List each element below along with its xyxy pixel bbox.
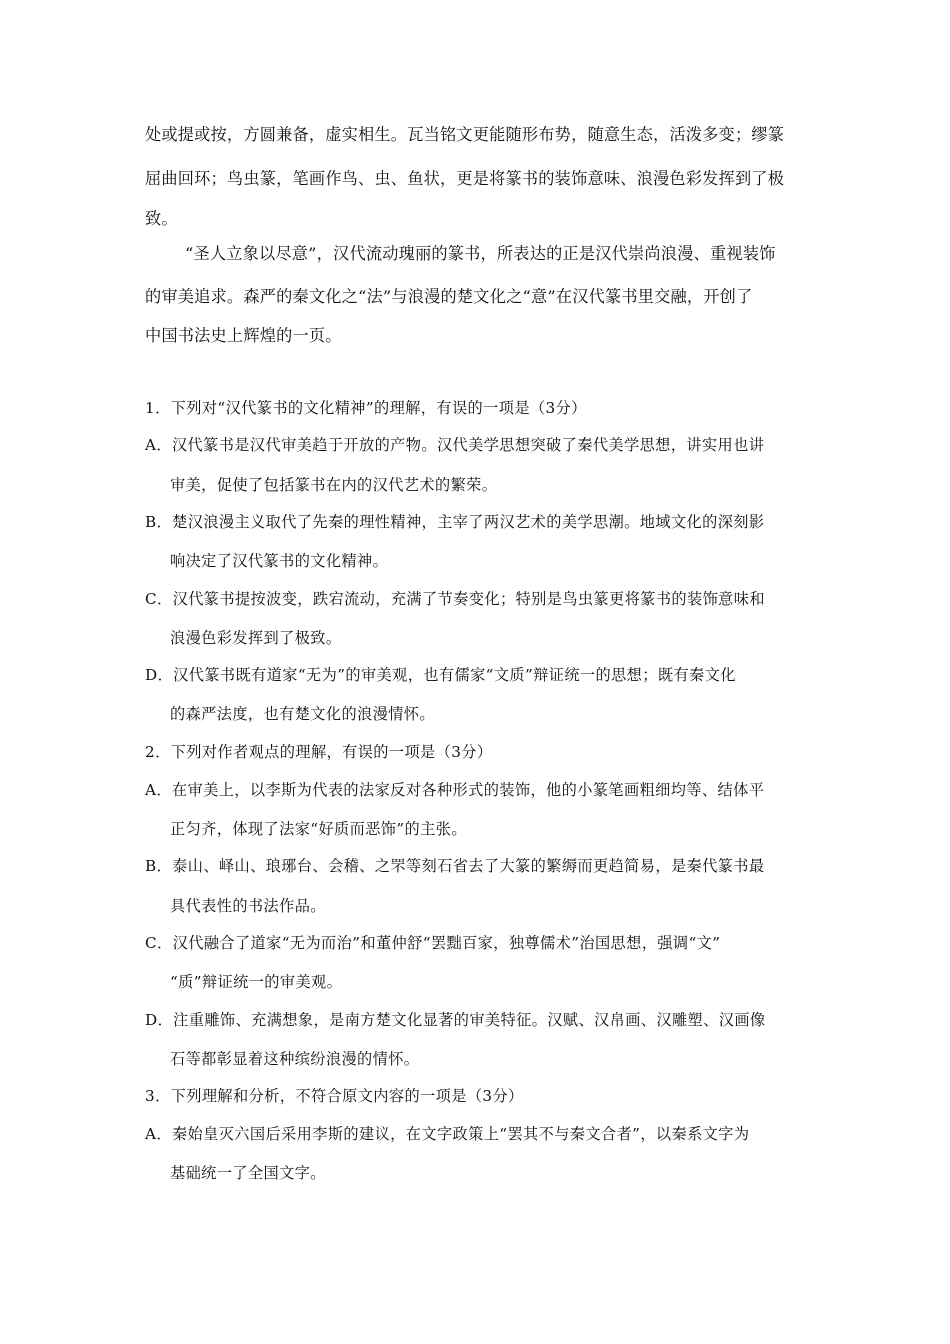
question-2-option-a: A．在审美上，以李斯为代表的法家反对各种形式的装饰，他的小篆笔画粗细均等、结体平 [145, 781, 765, 799]
question-1-option-b-cont: 响决定了汉代篆书的文化精神。 [170, 552, 389, 570]
question-1-option-a: A．汉代篆书是汉代审美趋于开放的产物。汉代美学思想突破了秦代美学思想，讲实用也讲 [145, 436, 765, 454]
question-1-option-c: C．汉代篆书提按波变，跌宕流动，充满了节奏变化；特别是鸟虫篆更将篆书的装饰意味和 [145, 590, 765, 608]
question-1-option-b: B．楚汉浪漫主义取代了先秦的理性精神，主宰了两汉艺术的美学思潮。地域文化的深刻影 [145, 513, 765, 531]
question-2-option-d: D．注重雕饰、充满想象，是南方楚文化显著的审美特征。汉赋、汉帛画、汉雕塑、汉画像 [145, 1011, 766, 1029]
passage-line-1: 处或提或按，方圆兼备，虚实相生。瓦当铭文更能随形布势，随意生态，活泼多变；缪篆 [145, 125, 785, 144]
question-2-option-c: C．汉代融合了道家“无为而治”和董仲舒“罢黜百家，独尊儒术”治国思想，强调“文” [145, 934, 721, 952]
question-3-option-a: A．秦始皇灭六国后采用李斯的建议，在文字政策上“罢其不与秦文合者”，以秦系文字为 [145, 1125, 750, 1143]
question-2-option-b-cont: 具代表性的书法作品。 [170, 897, 326, 915]
question-2-option-d-cont: 石等都彰显着这种缤纷浪漫的情怀。 [170, 1050, 420, 1068]
question-1-option-c-cont: 浪漫色彩发挥到了极致。 [170, 629, 342, 647]
passage-line-2: 屈曲回环；鸟虫篆，笔画作鸟、虫、鱼状，更是将篆书的装饰意味、浪漫色彩发挥到了极 [145, 169, 785, 188]
passage-line-5: 的审美追求。森严的秦文化之“法”与浪漫的楚文化之“意”在汉代篆书里交融，开创了 [145, 287, 753, 306]
passage-line-3: 致。 [145, 209, 178, 228]
question-1-option-a-cont: 审美，促使了包括篆书在内的汉代艺术的繁荣。 [170, 476, 498, 494]
question-1-stem: 1．下列对“汉代篆书的文化精神”的理解，有误的一项是（3分） [145, 399, 587, 417]
question-2-stem: 2．下列对作者观点的理解，有误的一项是（3分） [145, 743, 493, 761]
question-2-option-b: B．泰山、峄山、琅琊台、会稽、之罘等刻石省去了大篆的繁缛而更趋简易，是秦代篆书最 [145, 857, 765, 875]
question-3-stem: 3．下列理解和分析，不符合原文内容的一项是（3分） [145, 1087, 524, 1105]
question-1-option-d: D．汉代篆书既有道家“无为”的审美观，也有儒家“文质”辩证统一的思想；既有秦文化 [145, 666, 736, 684]
question-3-option-a-cont: 基础统一了全国文字。 [170, 1164, 326, 1182]
question-1-option-d-cont: 的森严法度，也有楚文化的浪漫情怀。 [170, 705, 435, 723]
passage-line-4: “圣人立象以尽意”，汉代流动瑰丽的篆书，所表达的正是汉代崇尚浪漫、重视装饰 [185, 244, 776, 263]
passage-line-6: 中国书法史上辉煌的一页。 [145, 326, 342, 345]
question-2-option-a-cont: 正匀齐，体现了法家“好质而恶饰”的主张。 [170, 820, 467, 838]
question-2-option-c-cont: “质”辩证统一的审美观。 [170, 973, 343, 991]
